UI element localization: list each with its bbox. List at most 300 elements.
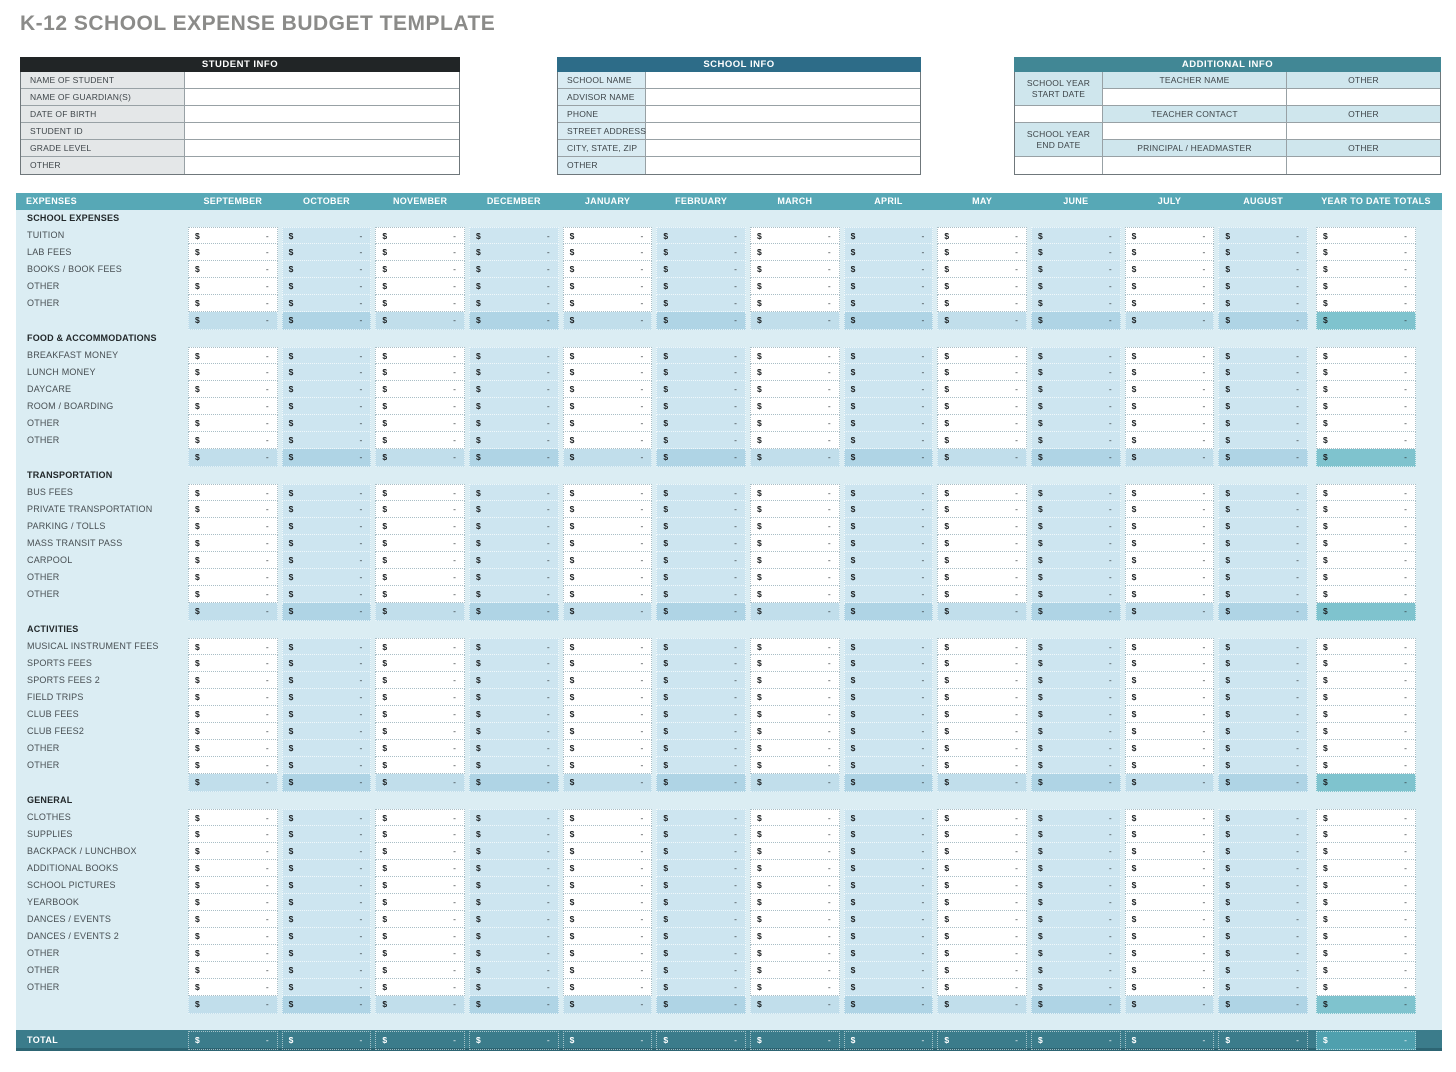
subtotal-cell[interactable] bbox=[375, 312, 465, 330]
amount-cell[interactable] bbox=[563, 740, 653, 757]
amount-cell[interactable] bbox=[750, 672, 840, 689]
amount-cell[interactable] bbox=[469, 501, 559, 518]
amount-cell[interactable] bbox=[750, 552, 840, 569]
amount-cell[interactable] bbox=[375, 655, 465, 672]
amount-cell[interactable] bbox=[1031, 979, 1121, 996]
subtotal-cell[interactable] bbox=[1125, 449, 1215, 467]
amount-cell[interactable] bbox=[656, 364, 746, 381]
amount-cell[interactable] bbox=[750, 398, 840, 415]
amount-cell[interactable] bbox=[188, 518, 278, 535]
amount-cell[interactable] bbox=[563, 911, 653, 928]
amount-cell[interactable] bbox=[188, 757, 278, 774]
subtotal-cell[interactable] bbox=[1125, 774, 1215, 792]
amount-cell[interactable] bbox=[844, 979, 934, 996]
amount-cell[interactable] bbox=[750, 928, 840, 945]
amount-cell[interactable] bbox=[469, 757, 559, 774]
ytd-amount-cell[interactable] bbox=[1316, 655, 1416, 672]
amount-cell[interactable] bbox=[844, 347, 934, 364]
amount-cell[interactable] bbox=[750, 261, 840, 278]
ytd-amount-cell[interactable] bbox=[1316, 364, 1416, 381]
amount-cell[interactable] bbox=[937, 244, 1027, 261]
amount-cell[interactable] bbox=[1218, 877, 1308, 894]
amount-cell[interactable] bbox=[656, 535, 746, 552]
amount-cell[interactable] bbox=[656, 398, 746, 415]
subtotal-cell[interactable] bbox=[1031, 774, 1121, 792]
subtotal-cell[interactable] bbox=[844, 449, 934, 467]
amount-cell[interactable] bbox=[656, 244, 746, 261]
amount-cell[interactable] bbox=[750, 860, 840, 877]
amount-cell[interactable] bbox=[656, 757, 746, 774]
ytd-amount-cell[interactable] bbox=[1316, 227, 1416, 244]
amount-cell[interactable] bbox=[1031, 535, 1121, 552]
amount-cell[interactable] bbox=[937, 535, 1027, 552]
amount-cell[interactable] bbox=[188, 809, 278, 826]
amount-cell[interactable] bbox=[282, 552, 372, 569]
amount-cell[interactable] bbox=[1125, 518, 1215, 535]
subtotal-cell[interactable] bbox=[188, 603, 278, 621]
amount-cell[interactable] bbox=[844, 689, 934, 706]
amount-cell[interactable] bbox=[1125, 979, 1215, 996]
ytd-amount-cell[interactable] bbox=[1316, 552, 1416, 569]
amount-cell[interactable] bbox=[937, 415, 1027, 432]
amount-cell[interactable] bbox=[282, 227, 372, 244]
amount-cell[interactable] bbox=[375, 432, 465, 449]
amount-cell[interactable] bbox=[282, 535, 372, 552]
ytd-amount-cell[interactable] bbox=[1316, 638, 1416, 655]
amount-cell[interactable] bbox=[563, 945, 653, 962]
amount-cell[interactable] bbox=[1218, 244, 1308, 261]
amount-cell[interactable] bbox=[844, 740, 934, 757]
amount-cell[interactable] bbox=[1031, 432, 1121, 449]
amount-cell[interactable] bbox=[844, 278, 934, 295]
amount-cell[interactable] bbox=[375, 569, 465, 586]
amount-cell[interactable] bbox=[563, 962, 653, 979]
amount-cell[interactable] bbox=[1218, 655, 1308, 672]
amount-cell[interactable] bbox=[844, 415, 934, 432]
amount-cell[interactable] bbox=[563, 261, 653, 278]
amount-cell[interactable] bbox=[282, 706, 372, 723]
amount-cell[interactable] bbox=[1218, 843, 1308, 860]
amount-cell[interactable] bbox=[375, 415, 465, 432]
amount-cell[interactable] bbox=[1031, 569, 1121, 586]
amount-cell[interactable] bbox=[375, 518, 465, 535]
amount-cell[interactable] bbox=[563, 398, 653, 415]
amount-cell[interactable] bbox=[1125, 535, 1215, 552]
subtotal-cell[interactable] bbox=[282, 603, 372, 621]
amount-cell[interactable] bbox=[1031, 295, 1121, 312]
ytd-amount-cell[interactable] bbox=[1316, 484, 1416, 501]
amount-cell[interactable] bbox=[1218, 347, 1308, 364]
subtotal-cell[interactable] bbox=[844, 312, 934, 330]
amount-cell[interactable] bbox=[750, 638, 840, 655]
amount-cell[interactable] bbox=[563, 894, 653, 911]
amount-cell[interactable] bbox=[188, 432, 278, 449]
amount-cell[interactable] bbox=[375, 261, 465, 278]
amount-cell[interactable] bbox=[656, 261, 746, 278]
amount-cell[interactable] bbox=[1125, 415, 1215, 432]
amount-cell[interactable] bbox=[1218, 757, 1308, 774]
amount-cell[interactable] bbox=[1218, 518, 1308, 535]
amount-cell[interactable] bbox=[1125, 484, 1215, 501]
amount-cell[interactable] bbox=[282, 244, 372, 261]
amount-cell[interactable] bbox=[282, 894, 372, 911]
amount-cell[interactable] bbox=[1031, 672, 1121, 689]
amount-cell[interactable] bbox=[1031, 928, 1121, 945]
amount-cell[interactable] bbox=[188, 672, 278, 689]
amount-cell[interactable] bbox=[1218, 227, 1308, 244]
amount-cell[interactable] bbox=[1125, 244, 1215, 261]
amount-cell[interactable] bbox=[937, 945, 1027, 962]
amount-cell[interactable] bbox=[1218, 261, 1308, 278]
amount-cell[interactable] bbox=[1125, 381, 1215, 398]
amount-cell[interactable] bbox=[282, 740, 372, 757]
amount-cell[interactable] bbox=[750, 227, 840, 244]
ytd-amount-cell[interactable] bbox=[1316, 586, 1416, 603]
subtotal-cell[interactable] bbox=[750, 449, 840, 467]
amount-cell[interactable] bbox=[1218, 501, 1308, 518]
subtotal-cell[interactable] bbox=[750, 774, 840, 792]
amount-cell[interactable] bbox=[282, 757, 372, 774]
input-cell[interactable] bbox=[185, 140, 459, 157]
amount-cell[interactable] bbox=[188, 261, 278, 278]
input-cell[interactable] bbox=[646, 157, 920, 174]
amount-cell[interactable] bbox=[282, 962, 372, 979]
amount-cell[interactable] bbox=[469, 877, 559, 894]
amount-cell[interactable] bbox=[1218, 911, 1308, 928]
amount-cell[interactable] bbox=[188, 381, 278, 398]
amount-cell[interactable] bbox=[469, 518, 559, 535]
amount-cell[interactable] bbox=[937, 860, 1027, 877]
ytd-subtotal-cell[interactable] bbox=[1316, 312, 1416, 330]
amount-cell[interactable] bbox=[1218, 364, 1308, 381]
amount-cell[interactable] bbox=[1218, 894, 1308, 911]
amount-cell[interactable] bbox=[563, 518, 653, 535]
amount-cell[interactable] bbox=[844, 364, 934, 381]
amount-cell[interactable] bbox=[469, 244, 559, 261]
amount-cell[interactable] bbox=[656, 381, 746, 398]
amount-cell[interactable] bbox=[188, 723, 278, 740]
amount-cell[interactable] bbox=[469, 295, 559, 312]
ytd-amount-cell[interactable] bbox=[1316, 261, 1416, 278]
amount-cell[interactable] bbox=[1125, 672, 1215, 689]
amount-cell[interactable] bbox=[469, 928, 559, 945]
amount-cell[interactable] bbox=[1125, 569, 1215, 586]
amount-cell[interactable] bbox=[750, 518, 840, 535]
input-cell[interactable] bbox=[646, 72, 920, 89]
amount-cell[interactable] bbox=[563, 227, 653, 244]
ytd-amount-cell[interactable] bbox=[1316, 928, 1416, 945]
amount-cell[interactable] bbox=[563, 757, 653, 774]
subtotal-cell[interactable] bbox=[844, 774, 934, 792]
amount-cell[interactable] bbox=[1031, 945, 1121, 962]
subtotal-cell[interactable] bbox=[656, 603, 746, 621]
ytd-amount-cell[interactable] bbox=[1316, 757, 1416, 774]
subtotal-cell[interactable] bbox=[282, 774, 372, 792]
subtotal-cell[interactable] bbox=[469, 996, 559, 1014]
ytd-amount-cell[interactable] bbox=[1316, 723, 1416, 740]
amount-cell[interactable] bbox=[656, 860, 746, 877]
amount-cell[interactable] bbox=[844, 757, 934, 774]
ytd-amount-cell[interactable] bbox=[1316, 860, 1416, 877]
amount-cell[interactable] bbox=[1218, 979, 1308, 996]
amount-cell[interactable] bbox=[563, 689, 653, 706]
amount-cell[interactable] bbox=[1218, 535, 1308, 552]
amount-cell[interactable] bbox=[188, 706, 278, 723]
amount-cell[interactable] bbox=[1031, 809, 1121, 826]
subtotal-cell[interactable] bbox=[750, 996, 840, 1014]
ytd-amount-cell[interactable] bbox=[1316, 672, 1416, 689]
ytd-amount-cell[interactable] bbox=[1316, 826, 1416, 843]
amount-cell[interactable] bbox=[469, 809, 559, 826]
input-cell[interactable] bbox=[646, 106, 920, 123]
amount-cell[interactable] bbox=[282, 911, 372, 928]
amount-cell[interactable] bbox=[1031, 261, 1121, 278]
amount-cell[interactable] bbox=[375, 501, 465, 518]
input-cell[interactable] bbox=[1015, 106, 1103, 123]
amount-cell[interactable] bbox=[656, 569, 746, 586]
amount-cell[interactable] bbox=[1125, 347, 1215, 364]
amount-cell[interactable] bbox=[1125, 261, 1215, 278]
amount-cell[interactable] bbox=[750, 364, 840, 381]
amount-cell[interactable] bbox=[1031, 364, 1121, 381]
amount-cell[interactable] bbox=[282, 928, 372, 945]
subtotal-cell[interactable] bbox=[563, 774, 653, 792]
amount-cell[interactable] bbox=[656, 826, 746, 843]
amount-cell[interactable] bbox=[188, 655, 278, 672]
amount-cell[interactable] bbox=[750, 278, 840, 295]
amount-cell[interactable] bbox=[844, 244, 934, 261]
amount-cell[interactable] bbox=[1125, 945, 1215, 962]
amount-cell[interactable] bbox=[1031, 244, 1121, 261]
amount-cell[interactable] bbox=[656, 809, 746, 826]
amount-cell[interactable] bbox=[375, 364, 465, 381]
amount-cell[interactable] bbox=[469, 364, 559, 381]
ytd-amount-cell[interactable] bbox=[1316, 877, 1416, 894]
amount-cell[interactable] bbox=[563, 295, 653, 312]
ytd-amount-cell[interactable] bbox=[1316, 945, 1416, 962]
input-cell[interactable] bbox=[185, 157, 459, 174]
ytd-amount-cell[interactable] bbox=[1316, 415, 1416, 432]
input-cell[interactable] bbox=[1287, 89, 1440, 106]
total-cell[interactable] bbox=[656, 1031, 746, 1050]
amount-cell[interactable] bbox=[844, 655, 934, 672]
amount-cell[interactable] bbox=[375, 843, 465, 860]
amount-cell[interactable] bbox=[469, 535, 559, 552]
amount-cell[interactable] bbox=[563, 432, 653, 449]
amount-cell[interactable] bbox=[844, 826, 934, 843]
amount-cell[interactable] bbox=[469, 569, 559, 586]
amount-cell[interactable] bbox=[1218, 398, 1308, 415]
amount-cell[interactable] bbox=[1125, 227, 1215, 244]
subtotal-cell[interactable] bbox=[563, 603, 653, 621]
amount-cell[interactable] bbox=[375, 244, 465, 261]
amount-cell[interactable] bbox=[282, 484, 372, 501]
amount-cell[interactable] bbox=[937, 432, 1027, 449]
amount-cell[interactable] bbox=[469, 843, 559, 860]
amount-cell[interactable] bbox=[188, 689, 278, 706]
amount-cell[interactable] bbox=[188, 278, 278, 295]
amount-cell[interactable] bbox=[282, 381, 372, 398]
amount-cell[interactable] bbox=[375, 278, 465, 295]
amount-cell[interactable] bbox=[937, 689, 1027, 706]
amount-cell[interactable] bbox=[656, 706, 746, 723]
amount-cell[interactable] bbox=[844, 928, 934, 945]
amount-cell[interactable] bbox=[469, 586, 559, 603]
amount-cell[interactable] bbox=[1218, 569, 1308, 586]
amount-cell[interactable] bbox=[750, 757, 840, 774]
amount-cell[interactable] bbox=[1125, 364, 1215, 381]
amount-cell[interactable] bbox=[563, 723, 653, 740]
amount-cell[interactable] bbox=[188, 860, 278, 877]
amount-cell[interactable] bbox=[844, 945, 934, 962]
subtotal-cell[interactable] bbox=[1031, 449, 1121, 467]
input-cell[interactable] bbox=[1103, 157, 1287, 174]
ytd-subtotal-cell[interactable] bbox=[1316, 603, 1416, 621]
amount-cell[interactable] bbox=[1031, 501, 1121, 518]
amount-cell[interactable] bbox=[844, 484, 934, 501]
amount-cell[interactable] bbox=[844, 894, 934, 911]
total-cell[interactable] bbox=[1031, 1031, 1121, 1050]
ytd-subtotal-cell[interactable] bbox=[1316, 449, 1416, 467]
amount-cell[interactable] bbox=[188, 894, 278, 911]
amount-cell[interactable] bbox=[937, 877, 1027, 894]
amount-cell[interactable] bbox=[282, 689, 372, 706]
amount-cell[interactable] bbox=[375, 586, 465, 603]
amount-cell[interactable] bbox=[656, 911, 746, 928]
subtotal-cell[interactable] bbox=[844, 996, 934, 1014]
amount-cell[interactable] bbox=[937, 347, 1027, 364]
amount-cell[interactable] bbox=[469, 381, 559, 398]
ytd-amount-cell[interactable] bbox=[1316, 689, 1416, 706]
amount-cell[interactable] bbox=[282, 672, 372, 689]
amount-cell[interactable] bbox=[282, 723, 372, 740]
amount-cell[interactable] bbox=[844, 586, 934, 603]
amount-cell[interactable] bbox=[844, 432, 934, 449]
amount-cell[interactable] bbox=[1125, 911, 1215, 928]
subtotal-cell[interactable] bbox=[563, 312, 653, 330]
amount-cell[interactable] bbox=[750, 535, 840, 552]
amount-cell[interactable] bbox=[375, 689, 465, 706]
ytd-amount-cell[interactable] bbox=[1316, 518, 1416, 535]
subtotal-cell[interactable] bbox=[188, 774, 278, 792]
amount-cell[interactable] bbox=[188, 877, 278, 894]
amount-cell[interactable] bbox=[1218, 860, 1308, 877]
amount-cell[interactable] bbox=[282, 860, 372, 877]
amount-cell[interactable] bbox=[282, 843, 372, 860]
subtotal-cell[interactable] bbox=[937, 312, 1027, 330]
amount-cell[interactable] bbox=[750, 843, 840, 860]
amount-cell[interactable] bbox=[937, 672, 1027, 689]
amount-cell[interactable] bbox=[937, 809, 1027, 826]
amount-cell[interactable] bbox=[937, 757, 1027, 774]
amount-cell[interactable] bbox=[188, 638, 278, 655]
amount-cell[interactable] bbox=[656, 295, 746, 312]
amount-cell[interactable] bbox=[1031, 484, 1121, 501]
amount-cell[interactable] bbox=[750, 295, 840, 312]
amount-cell[interactable] bbox=[188, 484, 278, 501]
amount-cell[interactable] bbox=[937, 569, 1027, 586]
amount-cell[interactable] bbox=[282, 638, 372, 655]
subtotal-cell[interactable] bbox=[844, 603, 934, 621]
amount-cell[interactable] bbox=[844, 501, 934, 518]
ytd-amount-cell[interactable] bbox=[1316, 295, 1416, 312]
amount-cell[interactable] bbox=[937, 261, 1027, 278]
subtotal-cell[interactable] bbox=[188, 449, 278, 467]
input-cell[interactable] bbox=[1103, 89, 1287, 106]
amount-cell[interactable] bbox=[844, 860, 934, 877]
amount-cell[interactable] bbox=[469, 979, 559, 996]
ytd-amount-cell[interactable] bbox=[1316, 706, 1416, 723]
amount-cell[interactable] bbox=[1125, 501, 1215, 518]
amount-cell[interactable] bbox=[1031, 826, 1121, 843]
amount-cell[interactable] bbox=[188, 501, 278, 518]
amount-cell[interactable] bbox=[563, 569, 653, 586]
amount-cell[interactable] bbox=[1218, 415, 1308, 432]
amount-cell[interactable] bbox=[1031, 894, 1121, 911]
subtotal-cell[interactable] bbox=[750, 312, 840, 330]
amount-cell[interactable] bbox=[375, 638, 465, 655]
amount-cell[interactable] bbox=[1125, 723, 1215, 740]
amount-cell[interactable] bbox=[188, 911, 278, 928]
input-cell[interactable] bbox=[646, 140, 920, 157]
amount-cell[interactable] bbox=[844, 518, 934, 535]
amount-cell[interactable] bbox=[1125, 962, 1215, 979]
amount-cell[interactable] bbox=[563, 638, 653, 655]
amount-cell[interactable] bbox=[188, 535, 278, 552]
amount-cell[interactable] bbox=[188, 569, 278, 586]
amount-cell[interactable] bbox=[750, 706, 840, 723]
amount-cell[interactable] bbox=[844, 877, 934, 894]
amount-cell[interactable] bbox=[1031, 689, 1121, 706]
ytd-amount-cell[interactable] bbox=[1316, 432, 1416, 449]
amount-cell[interactable] bbox=[1125, 432, 1215, 449]
total-cell[interactable] bbox=[1218, 1031, 1308, 1050]
amount-cell[interactable] bbox=[656, 415, 746, 432]
amount-cell[interactable] bbox=[375, 928, 465, 945]
amount-cell[interactable] bbox=[1031, 278, 1121, 295]
ytd-amount-cell[interactable] bbox=[1316, 244, 1416, 261]
amount-cell[interactable] bbox=[282, 569, 372, 586]
amount-cell[interactable] bbox=[469, 945, 559, 962]
amount-cell[interactable] bbox=[282, 945, 372, 962]
subtotal-cell[interactable] bbox=[1125, 996, 1215, 1014]
amount-cell[interactable] bbox=[375, 706, 465, 723]
amount-cell[interactable] bbox=[937, 723, 1027, 740]
amount-cell[interactable] bbox=[1031, 723, 1121, 740]
ytd-subtotal-cell[interactable] bbox=[1316, 996, 1416, 1014]
input-cell[interactable] bbox=[185, 106, 459, 123]
amount-cell[interactable] bbox=[282, 364, 372, 381]
amount-cell[interactable] bbox=[844, 227, 934, 244]
amount-cell[interactable] bbox=[469, 689, 559, 706]
amount-cell[interactable] bbox=[656, 655, 746, 672]
amount-cell[interactable] bbox=[1125, 740, 1215, 757]
amount-cell[interactable] bbox=[656, 979, 746, 996]
amount-cell[interactable] bbox=[1218, 809, 1308, 826]
amount-cell[interactable] bbox=[937, 843, 1027, 860]
amount-cell[interactable] bbox=[937, 501, 1027, 518]
amount-cell[interactable] bbox=[1218, 295, 1308, 312]
subtotal-cell[interactable] bbox=[469, 449, 559, 467]
amount-cell[interactable] bbox=[563, 278, 653, 295]
amount-cell[interactable] bbox=[563, 347, 653, 364]
amount-cell[interactable] bbox=[282, 586, 372, 603]
amount-cell[interactable] bbox=[188, 347, 278, 364]
subtotal-cell[interactable] bbox=[375, 603, 465, 621]
amount-cell[interactable] bbox=[1125, 638, 1215, 655]
amount-cell[interactable] bbox=[375, 894, 465, 911]
amount-cell[interactable] bbox=[656, 877, 746, 894]
